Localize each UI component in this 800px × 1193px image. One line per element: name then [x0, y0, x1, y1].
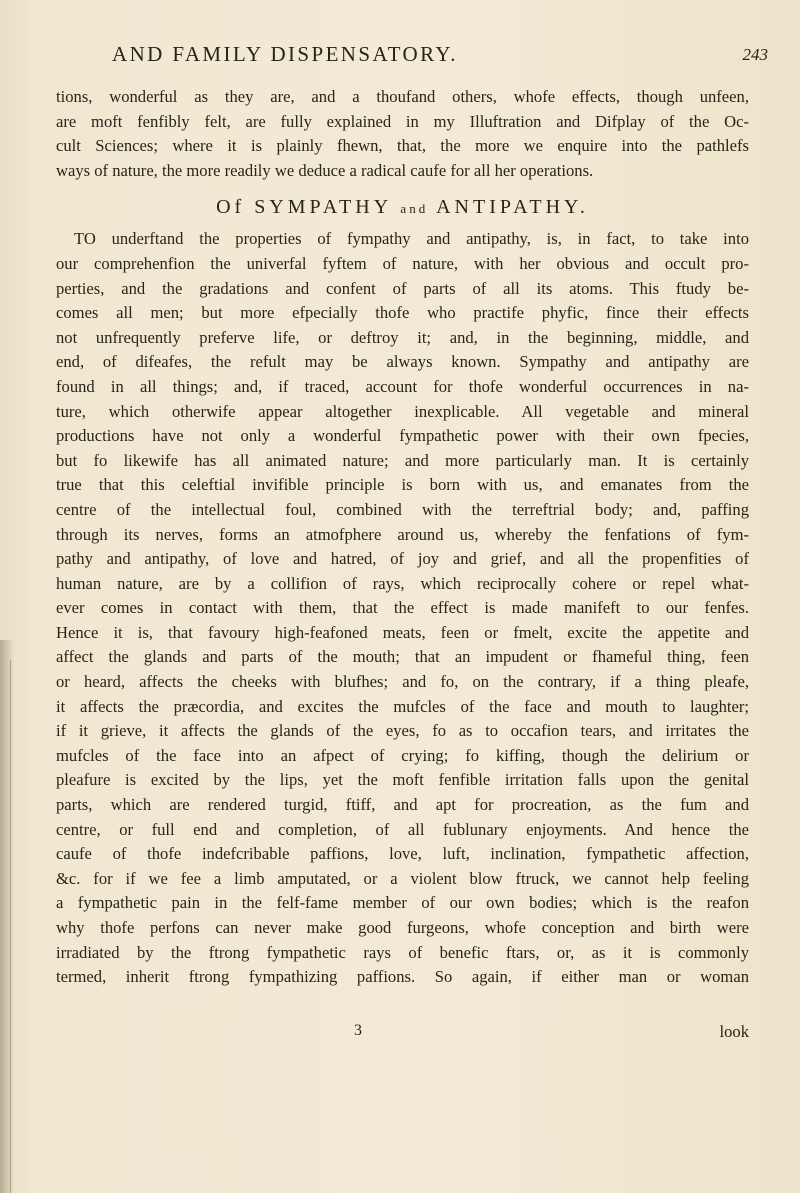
text-line: comes all men; but more efpecially thofe who practife phyfic, fince their effects — [56, 303, 749, 323]
binding-shadow — [0, 640, 14, 1193]
text-line: our comprehenfion the univerfal fyftem of nature, with her obvious and occult pro- — [56, 253, 749, 273]
page-body — [56, 85, 749, 990]
text-line: caufe of thofe indefcribable paffions, love, luft, inclination, fympathetic affection, — [56, 844, 749, 864]
text-line: mufcles of the face into an afpect of crying; fo kiffing, though the delirium or — [56, 745, 749, 765]
page-number: 243 — [742, 45, 768, 64]
intro-paragraph — [56, 85, 749, 183]
text-line: end, of difeafes, the refult may be always known. Sympathy and antipathy are — [56, 352, 749, 372]
text-line: perties, and the gradations and confent of parts of all its atoms. This ftudy be- — [56, 278, 749, 298]
text-line: parts, which are rendered turgid, ftiff, and apt for procreation, as the fum and — [56, 795, 749, 815]
text-line: tions, wonderful as they are, and a thoufand others, whofe effects, though unfeen, — [56, 87, 749, 106]
text-line: it affects the præcordia, and excites the mufcles of the face and mouth to laughter; — [56, 696, 749, 716]
text-line: but fo likewife has all animated nature; and more particularly man. It is certainly — [56, 450, 749, 470]
text-line: are moft fenfibly felt, are fully explained in my Illuftration and Difplay of the Oc- — [56, 111, 749, 131]
text-line: TO underftand the properties of fympathy and antipathy, is, in fact, to take into — [74, 229, 749, 249]
text-line: through its nerves, forms an atmofphere around us, whereby the fenfations of fym- — [56, 524, 749, 544]
heading-word-sympathy: SYMPATHY — [254, 196, 392, 219]
text-line: centre of the intellectual foul, combined with the terreftrial body; and, paffing — [56, 499, 749, 519]
text-line: true that this celeftial invifible principle is born with us, and emanates from the — [56, 475, 749, 495]
text-line: termed, inherit ftrong fympathizing paffions. So again, if either man or woman — [56, 967, 749, 987]
catchword: look — [719, 1022, 749, 1041]
section-heading — [56, 189, 749, 225]
text-line: pathy and antipathy, of love and hatred, of joy and grief, and all the propenfities of — [56, 549, 749, 569]
text-line: found in all things; and, if traced, account for thofe wonderful occurrences in na- — [56, 376, 749, 396]
text-line: &c. for if we fee a limb amputated, or a violent blow ftruck, we cannot help feeling — [56, 868, 749, 888]
text-line: ture, which otherwife appear altogether inexplicable. All vegetable and mineral — [56, 401, 749, 421]
text-line: human nature, are by a collifion of rays, which reciprocally cohere or repel what- — [56, 573, 749, 593]
binding-edge — [10, 660, 11, 1193]
text-line: ways of nature, the more readily we deduce a radical caufe for all her operations. — [56, 160, 594, 180]
text-line: irradiated by the ftrong fympathetic rays of benefic ftars, or, as it is commonly — [56, 942, 749, 962]
text-line: ever comes in contact with them, that the effect is made manifeft to our fenfes. — [56, 598, 749, 618]
signature-mark: 3 — [354, 1022, 362, 1039]
running-head: AND FAMILY DISPENSATORY. — [112, 42, 458, 66]
page-header — [112, 42, 768, 72]
text-line: pleafure is excited by the lips, yet the moft fenfible irritation falls upon the genital — [56, 770, 749, 790]
text-line: affect the glands and parts of the mouth; that an impudent or fhameful thing, feen — [56, 647, 749, 667]
text-line: not unfrequently preferve life, or deftroy it; and, in the beginning, middle, and — [56, 327, 749, 347]
heading-conjunction: and — [400, 201, 429, 217]
text-line: productions have not only a wonderful fympathetic power with their own fpecies, — [56, 426, 749, 446]
text-line: centre, or full end and completion, of all fublunary enjoyments. And hence the — [56, 819, 749, 839]
main-paragraph — [56, 227, 749, 989]
page-footer — [56, 1022, 749, 1046]
text-line: why thofe perfons can never make good furgeons, whofe conception and birth were — [56, 918, 749, 937]
heading-word-antipathy: ANTIPATHY. — [436, 196, 589, 219]
heading-prefix: Of — [216, 196, 246, 219]
text-line: cult Sciences; where it is plainly fhewn, that, the more we enquire into the pathlefs — [56, 136, 749, 156]
text-line: Hence it is, that favoury high-feafoned meats, feen or fmelt, excite the appetite and — [56, 622, 749, 642]
text-line: a fympathetic pain in the felf-fame member of our own bodies; which is the reafon — [56, 893, 749, 913]
text-line: if it grieve, it affects the glands of the eyes, fo as to occafion tears, and irritates the — [56, 721, 749, 741]
text-line: or heard, affects the cheeks with blufhes; and fo, on the contrary, if a thing pleafe, — [56, 672, 749, 692]
